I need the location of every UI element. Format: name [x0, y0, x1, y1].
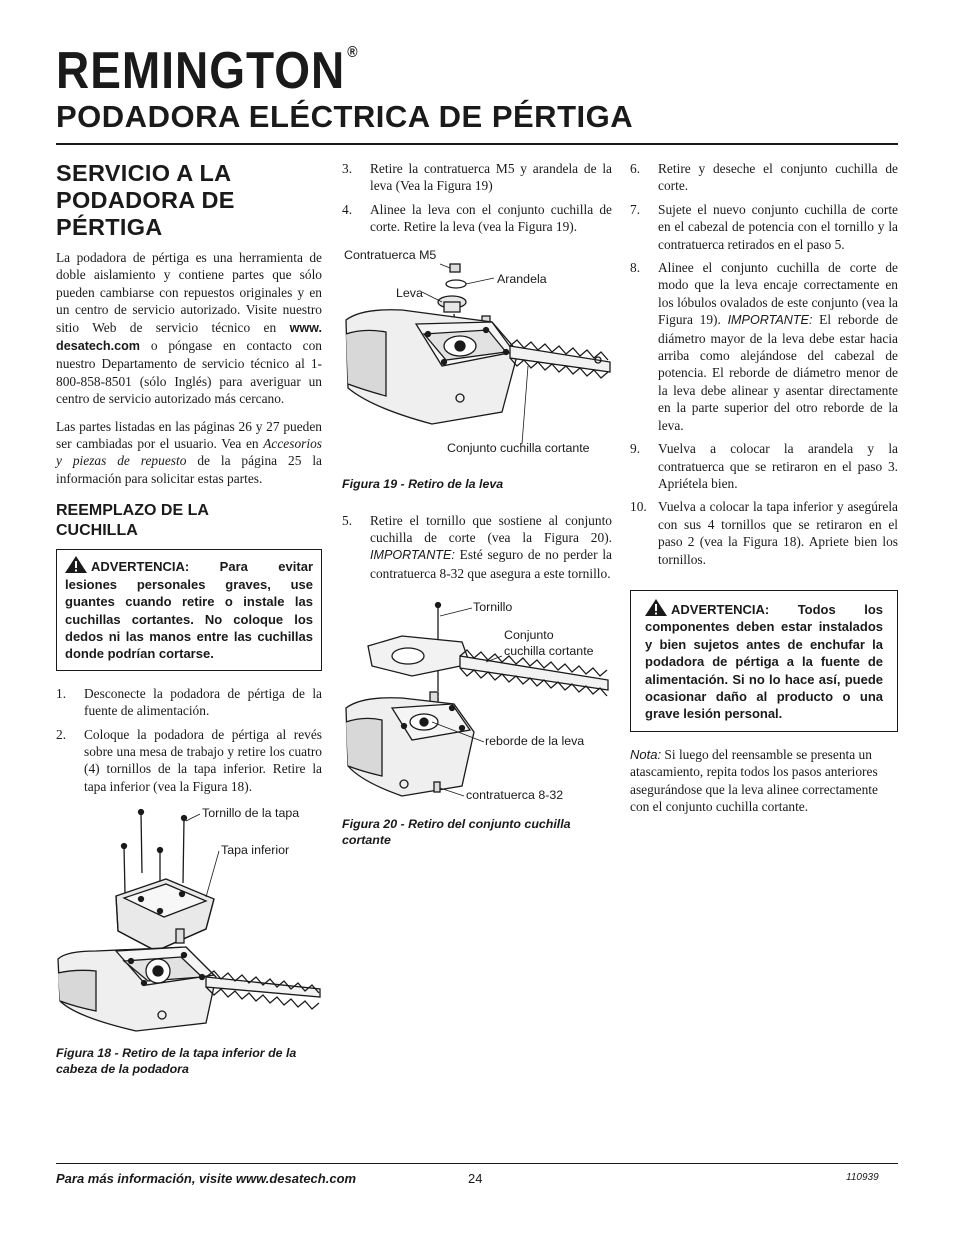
- footer-website-note: Para más información, visite www.desatech.com: [56, 1171, 357, 1186]
- column-3: [630, 160, 898, 815]
- title-rule: [56, 143, 898, 145]
- label-cam-rim: reborde de la leva: [485, 734, 585, 749]
- step-6: 6. Retire y deseche el conjunto cuchilla de corte.: [630, 161, 898, 194]
- intro-paragraph-2: Las partes listadas en las páginas 26 y 27 pueden ser cambiadas por el usuario. Vea en Accesorios y piezas de repuesto de la página 25 la información para solicitar estas partes.: [56, 418, 322, 486]
- registered-mark: ®: [347, 42, 359, 61]
- label-screw: Tornillo: [473, 600, 513, 615]
- page-number: 24: [468, 1171, 483, 1186]
- steps-list-4: [630, 160, 898, 568]
- step-8: 8. Alinee el conjunto cuchilla de corte de modo que la leva encaje correctamente en los lóbulos ovalados de este conjunto (vea la Figura 19). IMPORTANTE: El reborde de diámetro mayor de la leva debe estar hacia arriba como alejándose del cabezal de potencia. El reborde de diámetro menor de la leva debe alinear y asentar directamente en la parte superior del otro reborde de la leva.: [630, 260, 898, 433]
- step-4: 4. Alinee la leva con el conjunto cuchilla de corte. Retire la leva (vea la Figura 19).: [342, 201, 612, 235]
- label-blade-assembly-1: Conjunto: [504, 628, 554, 643]
- label-blade-assembly: Conjunto cuchilla cortante: [447, 440, 590, 455]
- document-title: PODADORA ELÉCTRICA DE PÉRTIGA: [56, 99, 634, 134]
- step-7: 7. Sujete el nuevo conjunto cuchilla de corte en el cabezal de potencia con el tornillo y la contratuerca retirados en el paso 5.: [630, 201, 898, 252]
- label-cam: Leva: [396, 285, 423, 300]
- figure-19: [342, 248, 612, 470]
- label-832-nut: contratuerca 8-32: [466, 788, 564, 803]
- figure-20-illustration: [342, 596, 612, 808]
- step-3: 3. Retire la contratuerca M5 y arandela de la leva (Vea la Figura 19): [342, 161, 612, 194]
- warning-box-1: ADVERTENCIA: Para evitar lesiones personales graves, use guantes cuando retire o instale las cuchillas cortantes. No coloque los dedos ni las manos entre las cuchillas donde podrían cortarse.: [56, 549, 322, 670]
- warning-box-2: ADVERTENCIA: Todos los componentes deben estar instalados y bien sujetos antes de enchufar la podadora de pértiga a la fuente de alimentación. Si no lo hace así, puede ocasionar daño al producto o una grave lesión personal.: [630, 590, 898, 732]
- brand-logo: REMINGTON ®: [56, 41, 359, 100]
- warning-icon: [65, 556, 87, 573]
- figure-20-caption: Figura 20 - Retiro del conjunto cuchilla cortante: [342, 817, 571, 848]
- label-washer: Arandela: [497, 271, 547, 286]
- warning-icon: [645, 599, 667, 616]
- figure-19-caption: Figura 19 - Retiro de la leva: [342, 476, 504, 491]
- subheading: REEMPLAZO DE LA CUCHILLA: [56, 502, 209, 540]
- footer-rule: [56, 1163, 898, 1164]
- step-2: 2. Coloque la podadora de pértiga al revés sobre una mesa de trabajo y retire los cuatro (4) tornillos de la tapa inferior. Retire la tapa inferior (vea la Figura 18).: [56, 726, 322, 794]
- label-blade-assembly-2: cuchilla cortante: [504, 644, 594, 659]
- website-link[interactable]: www. desatech.com: [56, 320, 322, 354]
- figure-18-leaders: [56, 801, 322, 1041]
- label-m5-nut: Contratuerca M5: [344, 247, 437, 262]
- step-9: 9. Vuelva a colocar la arandela y la contratuerca que se retiraron en el paso 3. Apriétela bien.: [630, 441, 898, 491]
- intro-paragraph-1: La podadora de pértiga es una herramienta de doble aislamiento y contiene partes que sólo pueden cambiarse con repuestos originales y en un centro de servicio autorizado. Visite nuestro sitio Web de servicio técnico en www. desatech.com o póngase en contacto con nuestro Departamento de servicio técnico al 1-800-858-8501 (sólo Inglés) para averiguar un centro de servicio autorizado más cercano.: [56, 250, 322, 407]
- figure-18: [56, 801, 322, 1041]
- step-1: 1. Desconecte la podadora de pértiga de la fuente de alimentación.: [56, 685, 322, 719]
- section-title: SERVICIO A LA PODADORA DE PÉRTIGA: [56, 160, 235, 240]
- column-1: [56, 160, 322, 1077]
- steps-list-1: [56, 685, 322, 795]
- column-2: [342, 160, 612, 848]
- steps-list-2: [342, 160, 612, 236]
- label-bottom-cover: Tapa inferior: [221, 843, 290, 858]
- document-code: 110939: [846, 1172, 879, 1183]
- figure-19-illustration: [342, 248, 612, 470]
- step-10: 10. Vuelva a colocar la tapa inferior y asegúrela con sus 4 tornillos que se retiraron en el paso 2 (vea la Figura 18). Apriete bien los tornillos.: [630, 499, 898, 567]
- label-cover-screw: Tornillo de la tapa: [202, 806, 300, 821]
- step-5: 5. Retire el tornillo que sostiene al conjunto cuchilla de corte (vea la Figura 20). IMPORTANTE: Esté seguro de no perder la contratuerca 8-32 que asegura a este tornillo.: [342, 512, 612, 581]
- steps-list-3: [342, 512, 612, 583]
- note-paragraph: Nota: Si luego del reensamble se presenta un atascamiento, repita todos los pasos anteriores asegurándose que la leva alinee correctamente con el conjunto cuchilla cortante.: [630, 746, 878, 814]
- figure-20: [342, 596, 612, 808]
- figure-18-caption: Figura 18 - Retiro de la tapa inferior de la cabeza de la podadora: [56, 1046, 297, 1077]
